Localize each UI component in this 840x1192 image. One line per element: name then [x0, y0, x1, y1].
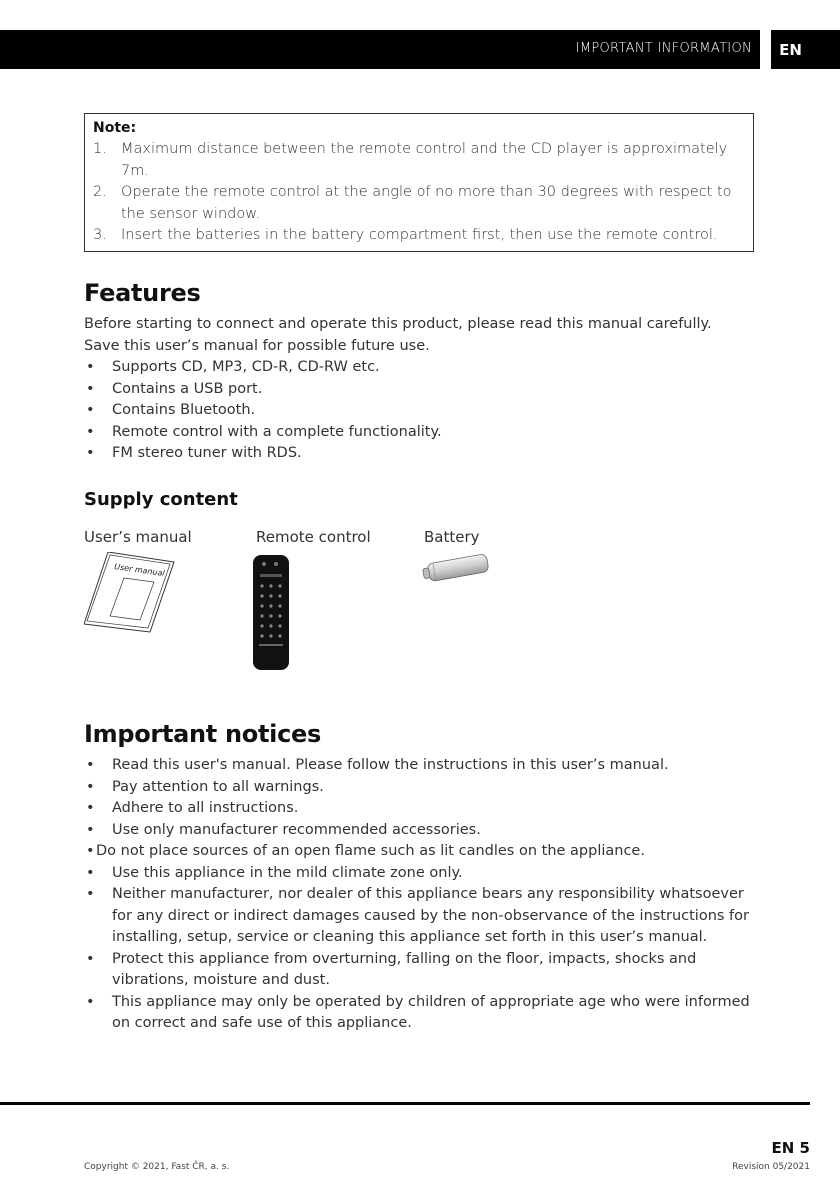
bullet-icon: •	[86, 402, 95, 418]
note-item	[93, 139, 745, 182]
list-item	[84, 755, 754, 777]
note-item	[93, 182, 745, 225]
features-heading: Features	[84, 279, 201, 307]
notice-text: Do not place sources of an open flame such as lit candles on the appliance.	[96, 843, 645, 859]
list-item	[84, 841, 754, 863]
list-item	[84, 863, 754, 885]
note-number: 1.	[93, 141, 107, 157]
feature-text: Contains a USB port.	[112, 380, 263, 397]
bullet-icon: •	[86, 950, 95, 967]
note-list	[93, 139, 745, 247]
list-item	[84, 884, 754, 949]
note-text: Maximum distance between the remote control and the CD player is approximately 7m.	[121, 141, 728, 179]
header-bar	[0, 30, 760, 69]
notice-text: Adhere to all instructions.	[112, 800, 299, 816]
supply-label-battery: Battery	[424, 528, 480, 546]
notices-list	[84, 755, 754, 1035]
feature-text: Supports CD, MP3, CD-R, CD-RW etc.	[112, 359, 380, 375]
feature-text: Contains Bluetooth.	[112, 402, 256, 418]
bullet-icon: •	[86, 800, 95, 816]
notice-text: Protect this appliance from overturning, falling on the floor, impacts, shocks and vibrations, moisture and dust.	[112, 950, 697, 988]
list-item	[84, 992, 754, 1035]
list-item	[84, 400, 764, 422]
features-section	[84, 314, 764, 465]
bullet-icon: •	[86, 445, 95, 461]
list-item	[84, 379, 764, 401]
features-list	[84, 357, 764, 465]
bullet-icon: •	[86, 821, 95, 838]
note-text: Insert the batteries in the battery compartment first, then use the remote control.	[121, 227, 718, 243]
remote-illustration	[252, 554, 292, 672]
notice-text: This appliance may only be operated by children of appropriate age who were informed on correct and safe use of this appliance.	[112, 993, 750, 1031]
list-item	[84, 777, 754, 799]
bullet-icon: •	[86, 864, 95, 881]
notice-text: Read this user's manual. Please follow the instructions in this user’s manual.	[112, 757, 669, 773]
bullet-icon: •	[86, 359, 95, 375]
notice-text: Use this appliance in the mild climate zone only.	[112, 864, 463, 881]
supply-heading: Supply content	[84, 489, 238, 510]
note-title: Note:	[93, 120, 137, 136]
page-number: EN 5	[771, 1139, 810, 1157]
notice-text: Pay attention to all warnings.	[112, 778, 324, 795]
list-item	[84, 798, 754, 820]
note-number: 3.	[93, 227, 107, 243]
revision: Revision 05/2021	[732, 1162, 810, 1172]
bullet-icon: •	[86, 380, 95, 397]
supply-label-remote: Remote control	[256, 528, 371, 546]
notices-heading: Important notices	[84, 720, 321, 748]
features-intro-line: Before starting to connect and operate this product, please read this manual carefully.	[84, 316, 712, 332]
manual-illustration	[84, 552, 176, 634]
bullet-icon: •	[86, 778, 95, 795]
manual-cover-text: User manual	[113, 562, 166, 579]
note-text: Operate the remote control at the angle of no more than 30 degrees with respect to the sensor window.	[121, 184, 732, 222]
battery-illustration	[420, 553, 492, 583]
list-item	[84, 357, 764, 379]
bullet-icon: •	[86, 757, 95, 773]
features-intro-line: Save this user’s manual for possible future use.	[84, 337, 430, 354]
notices-section	[84, 755, 754, 1035]
bullet-icon: •	[86, 843, 95, 859]
footer-divider	[0, 1102, 810, 1105]
list-item	[84, 422, 764, 444]
bullet-icon: •	[86, 993, 95, 1010]
note-number: 2.	[93, 184, 107, 200]
language-tab: EN	[771, 30, 840, 69]
section-title: IMPORTANT INFORMATION	[575, 41, 752, 56]
copyright: Copyright © 2021, Fast ČR, a. s.	[84, 1162, 230, 1172]
supply-label-manual: User’s manual	[84, 528, 192, 546]
note-box	[84, 113, 754, 252]
feature-text: Remote control with a complete functionality.	[112, 423, 442, 440]
list-item	[84, 820, 754, 842]
bullet-icon: •	[86, 886, 95, 902]
bullet-icon: •	[86, 423, 95, 440]
notice-text: Use only manufacturer recommended accessories.	[112, 821, 481, 838]
list-item	[84, 949, 754, 992]
list-item	[84, 443, 764, 465]
feature-text: FM stereo tuner with RDS.	[112, 445, 302, 461]
note-item	[93, 225, 745, 247]
notice-text: Neither manufacturer, nor dealer of this appliance bears any responsibility whatsoever for any direct or indirect damages caused by the non-observance of the instructions for installing, setup, service or cleaning this appliance set forth in this user’s manual.	[112, 886, 749, 945]
